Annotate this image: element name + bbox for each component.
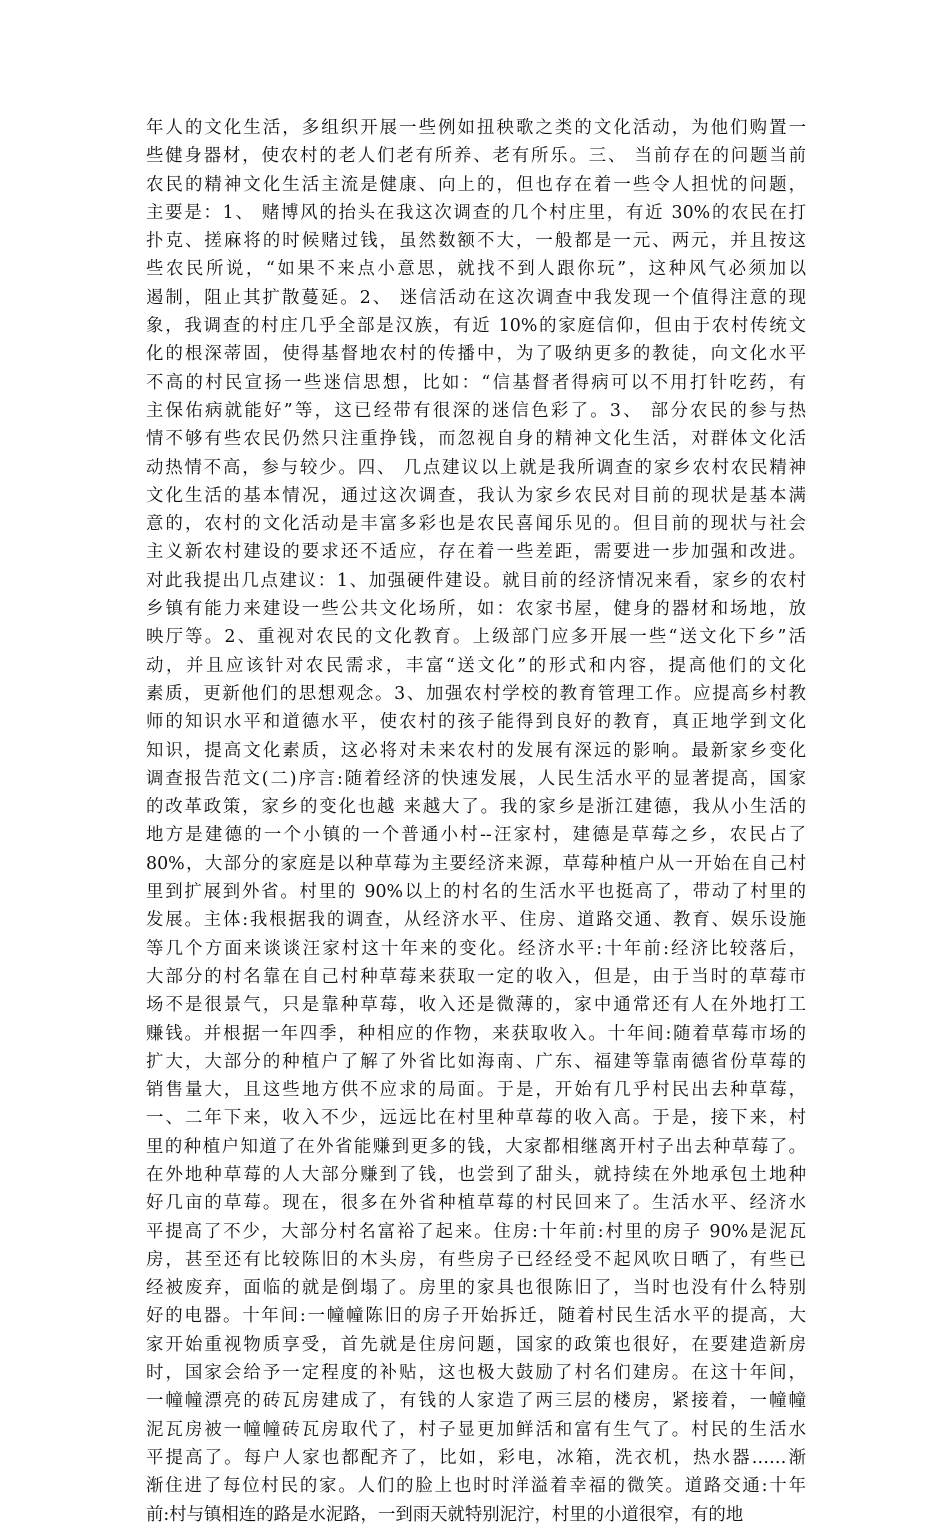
text-line: 前:村与镇相连的路是水泥路，一到雨天就特别泥泞，村里的小道很窄，有的地 [146, 1504, 744, 1525]
text-line: 动，并且应该针对农民需求，丰富“送文化”的形式和内容，提高他们的文化 [146, 655, 806, 676]
text-line: 平提高了不少，大部分村名富裕了起来。住房:十年前:村里的房子 90%是泥瓦 [146, 1221, 806, 1242]
text-line: 扩大，大部分的种植户了解了外省比如海南、广东、福建等靠南德省份草莓的 [146, 1051, 806, 1072]
text-line: 好的电器。十年间:一幢幢陈旧的房子开始拆迁，随着村民生活水平的提高，大 [146, 1306, 806, 1327]
text-line: 化的根深蒂固，使得基督地农村的传播中，为了吸纳更多的教徒，向文化水平 [146, 344, 806, 365]
text-line: 平提高了。每户人家也都配齐了，比如，彩电，冰箱，洗衣机，热水器……渐 [146, 1447, 806, 1468]
text-line: 的改革政策，家乡的变化也越 来越大了。我的家乡是浙江建德，我从小生活的 [146, 797, 806, 818]
text-line: 不高的村民宣扬一些迷信思想，比如：“信基督者得病可以不用打针吃药，有 [146, 372, 806, 393]
text-line: 些健身器材，使农村的老人们老有所养、老有所乐。三、 当前存在的问题当前 [146, 146, 806, 167]
text-line: 扑克、搓麻将的时候赌过钱，虽然数额不大，一般都是一元、两元，并且按这 [146, 231, 806, 252]
text-line: 等几个方面来谈谈汪家村这十年来的变化。经济水平:十年前:经济比较落后， [146, 938, 806, 959]
text-line: 地方是建德的一个小镇的一个普通小村--汪家村，建德是草莓之乡，农民占了 [146, 825, 806, 846]
text-line: 泥瓦房被一幢幢砖瓦房取代了，村子显更加鲜活和富有生气了。村民的生活水 [146, 1419, 806, 1440]
text-line: 好几亩的草莓。现在，很多在外省种植草莓的村民回来了。生活水平、经济水 [146, 1193, 806, 1214]
text-line: 家开始重视物质享受，首先就是住房问题，国家的政策也很好，在要建造新房 [146, 1334, 806, 1355]
text-line: 销售量大，且这些地方供不应求的局面。于是，开始有几乎村民出去种草莓， [146, 1080, 806, 1101]
text-line: 象，我调查的村庄几乎全部是汉族，有近 10%的家庭信仰，但由于农村传统文 [146, 316, 806, 337]
text-line: 素质，更新他们的思想观念。3、加强农村学校的教育管理工作。应提高乡村教 [146, 683, 806, 704]
text-line: 知识，提高文化素质，这必将对未来农村的发展有深远的影响。最新家乡变化 [146, 740, 806, 761]
text-line: 意的，农村的文化活动是丰富多彩也是农民喜闻乐见的。但目前的现状与社会 [146, 514, 806, 535]
text-line: 主保佑病就能好”等，这已经带有很深的迷信色彩了。3、 部分农民的参与热 [146, 400, 806, 421]
text-line: 映厅等。2、重视对农民的文化教育。上级部门应多开展一些“送文化下乡”活 [146, 627, 806, 648]
text-line: 调查报告范文(二)序言:随着经济的快速发展，人民生活水平的显著提高，国家 [146, 768, 806, 789]
body-text [146, 114, 806, 1529]
text-line: 在外地种草莓的人大部分赚到了钱，也尝到了甜头，就持续在外地承包土地种 [146, 1164, 806, 1185]
text-line: 发展。主体:我根据我的调查，从经济水平、住房、道路交通、教育、娱乐设施 [146, 910, 806, 931]
text-line: 赚钱。并根据一年四季，种相应的作物，来获取收入。十年间:随着草莓市场的 [146, 1023, 806, 1044]
text-line: 大部分的村名靠在自己村种草莓来获取一定的收入，但是，由于当时的草莓市 [146, 966, 806, 987]
text-line: 一、二年下来，收入不少，远远比在村里种草莓的收入高。于是，接下来，村 [146, 1108, 806, 1129]
text-line: 农民的精神文化生活主流是健康、向上的，但也存在着一些令人担忧的问题， [146, 174, 806, 195]
text-line: 师的知识水平和道德水平，使农村的孩子能得到良好的教育，真正地学到文化 [146, 712, 806, 733]
text-line: 渐住进了每位村民的家。人们的脸上也时时洋溢着幸福的微笑。道路交通:十年 [146, 1476, 806, 1497]
text-line: 对此我提出几点建议：1、加强硬件建设。就目前的经济情况来看，家乡的农村 [146, 570, 806, 591]
text-line: 主义新农村建设的要求还不适应，存在着一些差距，需要进一步加强和改进。 [146, 542, 806, 563]
text-line: 里的种植户知道了在外省能赚到更多的钱，大家都相继离开村子出去种草莓了。 [146, 1136, 806, 1157]
text-line: 主要是：1、 赌博风的抬头在我这次调查的几个村庄里，有近 30%的农民在打 [146, 202, 806, 223]
text-line: 些农民所说，“如果不来点小意思，就找不到人跟你玩”，这种风气必须加以 [146, 259, 806, 280]
text-line: 时，国家会给予一定程度的补贴，这也极大鼓励了村名们建房。在这十年间， [146, 1363, 806, 1384]
text-line: 文化生活的基本情况，通过这次调查，我认为家乡农民对目前的现状是基本满 [146, 485, 806, 506]
text-line: 房，甚至还有比较陈旧的木头房，有些房子已经经受不起风吹日晒了，有些已 [146, 1249, 806, 1270]
text-line: 动热情不高，参与较少。四、 几点建议以上就是我所调查的家乡农村农民精神 [146, 457, 806, 478]
text-line: 年人的文化生活，多组织开展一些例如扭秧歌之类的文化活动，为他们购置一 [146, 118, 806, 138]
text-line: 场不是很景气，只是靠种草莓，收入还是微薄的，家中通常还有人在外地打工 [146, 995, 806, 1016]
text-line: 一幢幢漂亮的砖瓦房建成了，有钱的人家造了两三层的楼房，紧接着，一幢幢 [146, 1391, 806, 1412]
text-line: 乡镇有能力来建设一些公共文化场所，如：农家书屋，健身的器材和场地，放 [146, 599, 806, 620]
text-line: 里到扩展到外省。村里的 90%以上的村名的生活水平也挺高了，带动了村里的 [146, 882, 806, 903]
text-line: 情不够有些农民仍然只注重挣钱，而忽视自身的精神文化生活，对群体文化活 [146, 429, 806, 450]
text-line: 80%，大部分的家庭是以种草莓为主要经济来源，草莓种植户从一开始在自己村 [146, 853, 806, 874]
text-line: 遏制，阻止其扩散蔓延。2、 迷信活动在这次调查中我发现一个值得注意的现 [146, 287, 806, 308]
text-line: 经被废弃，面临的就是倒塌了。房里的家具也很陈旧了，当时也没有什么特别 [146, 1278, 806, 1299]
